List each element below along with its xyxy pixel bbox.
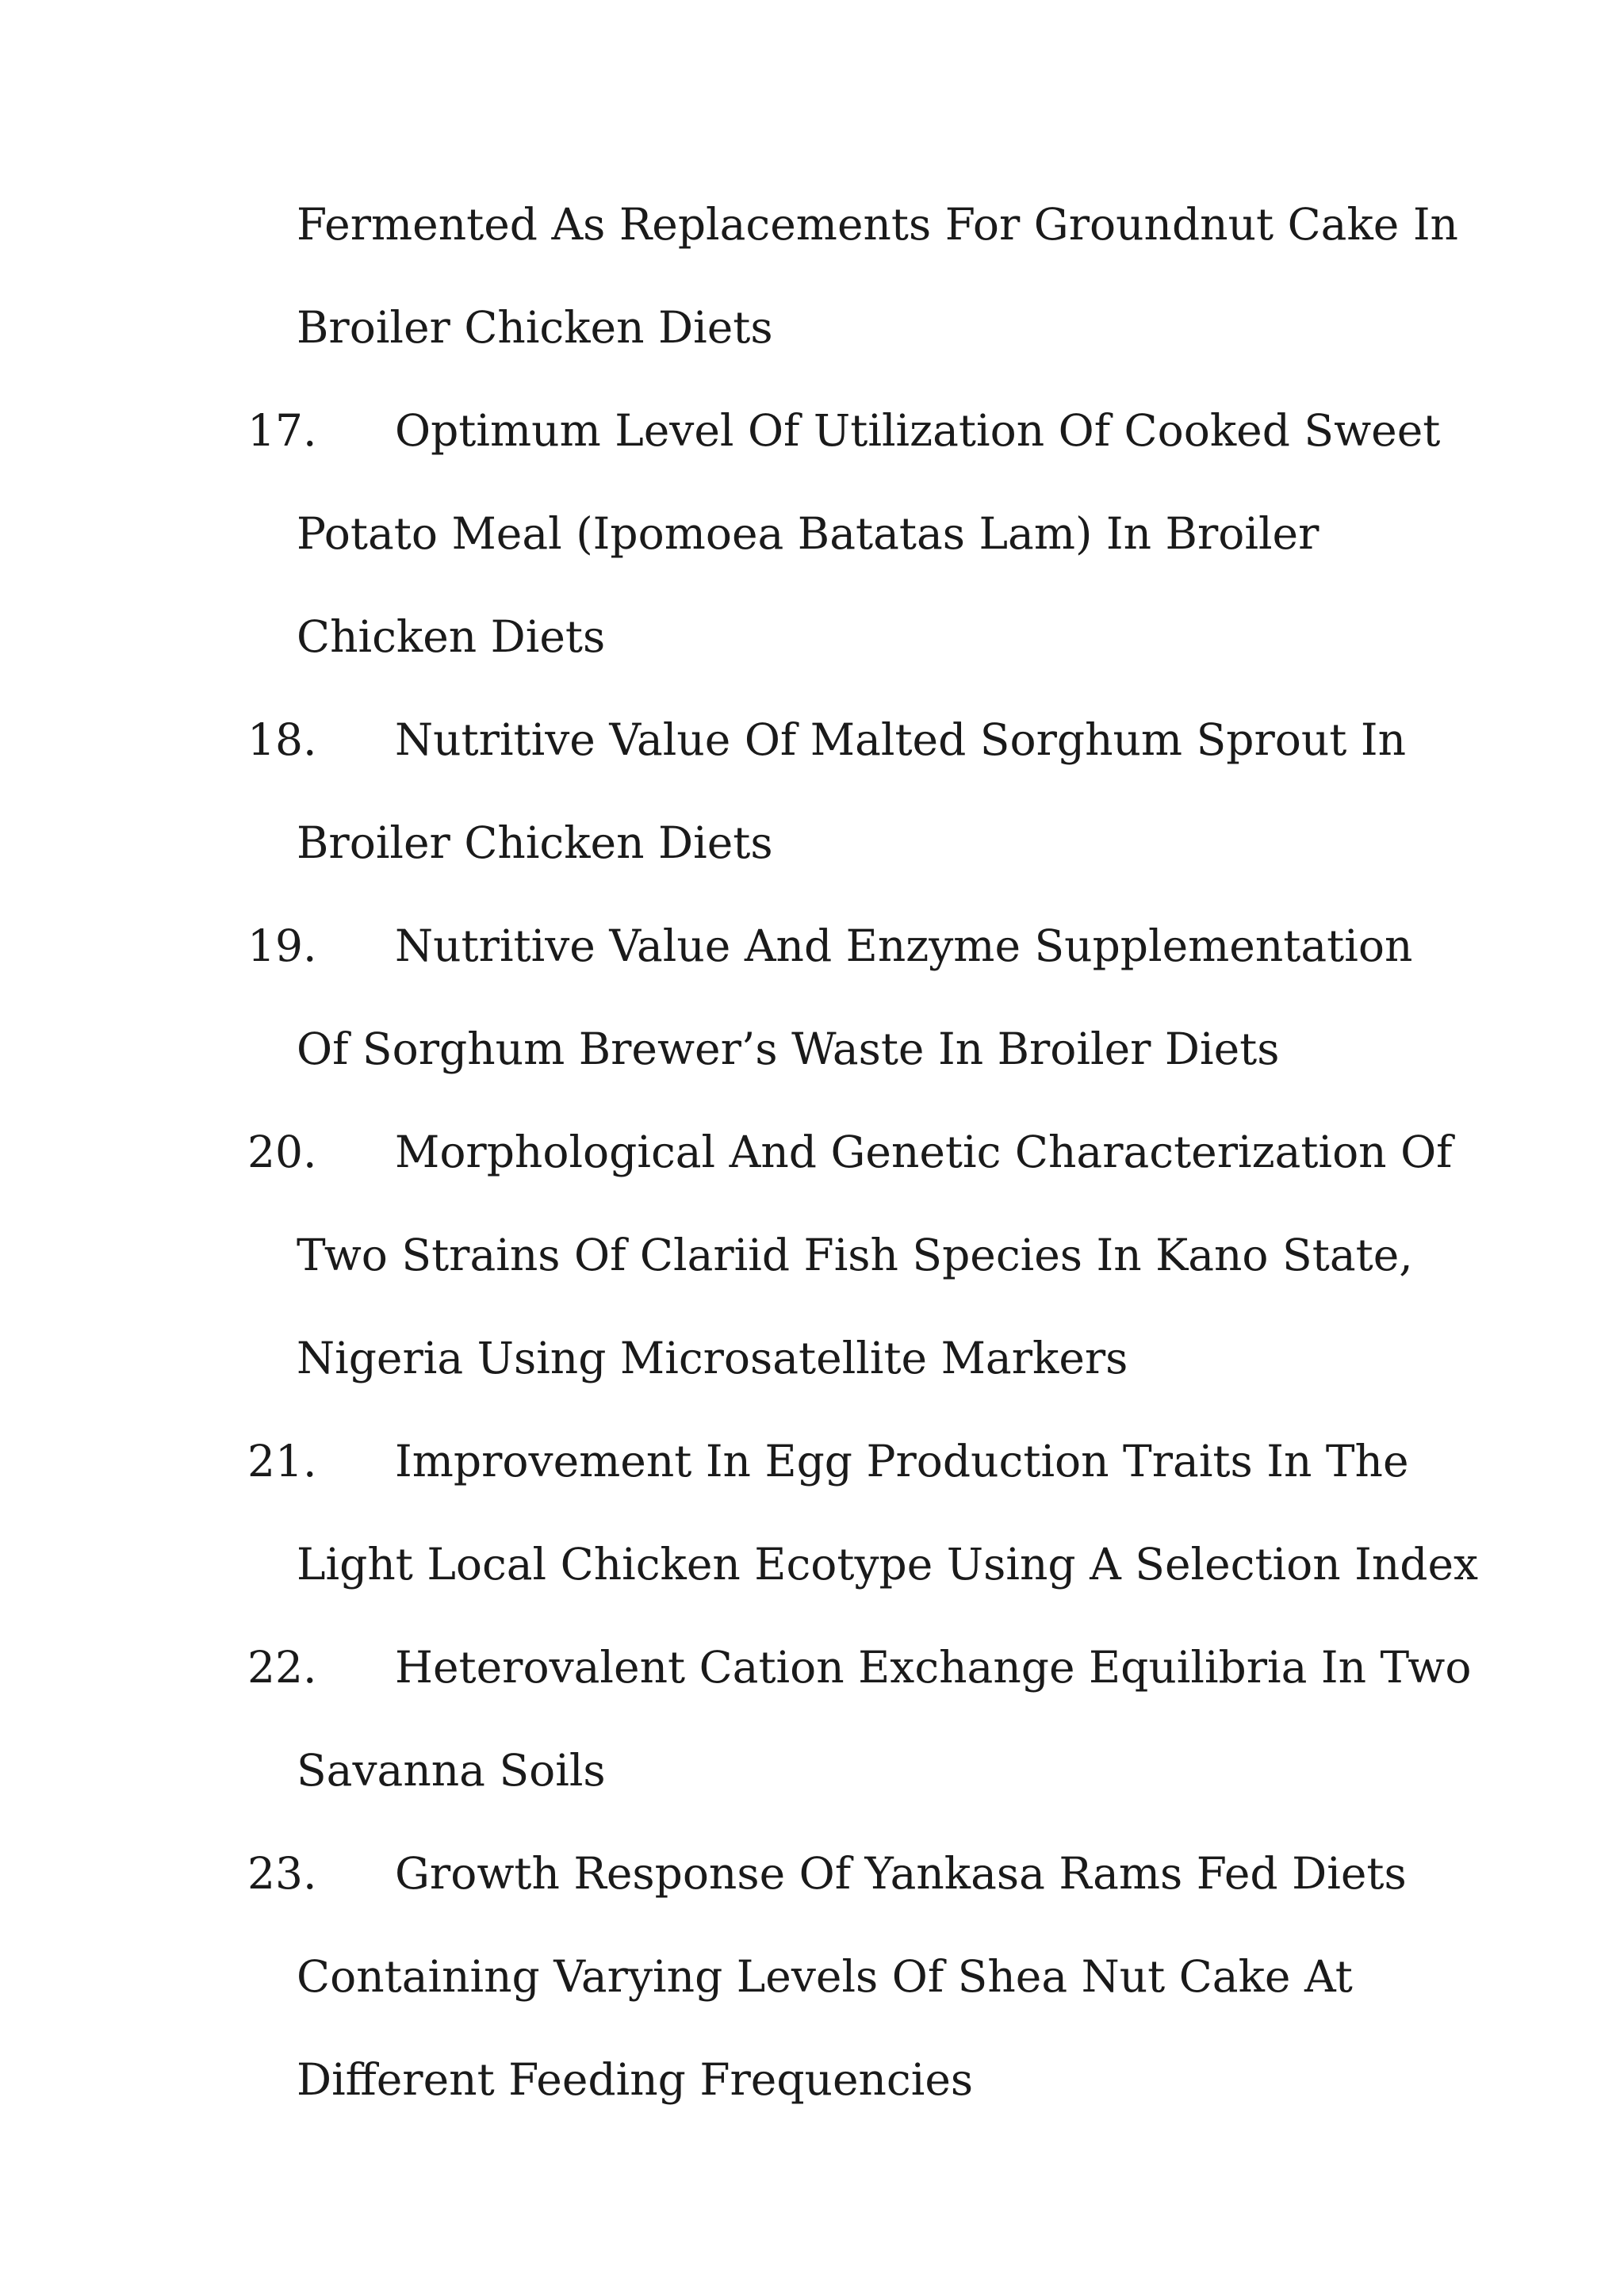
entry-text: Nigeria Using Microsatellite Markers [297,1333,1128,1383]
entry-text: Different Feeding Frequencies [297,2054,974,2105]
entry-number: 17. [247,405,317,456]
entry-number: 21. [247,1436,317,1487]
entry-text: Broiler Chicken Diets [297,302,773,353]
entry-text: Broiler Chicken Diets [297,817,773,868]
entry-text: Optimum Level Of Utilization Of Cooked Sweet [395,405,1441,456]
entry-text: Growth Response Of Yankasa Rams Fed Diets [395,1848,1407,1899]
entry-text: Fermented As Replacements For Groundnut Cake In [297,199,1458,250]
entry-text: Morphological And Genetic Characterization Of [395,1127,1453,1177]
entry-text: Chicken Diets [297,611,606,662]
entry-text: Potato Meal (Ipomoea Batatas Lam) In Broiler [297,508,1320,559]
entry-text: Nutritive Value Of Malted Sorghum Sprout In [395,714,1407,765]
entry-text: Improvement In Egg Production Traits In The [395,1436,1409,1487]
entry-text: Containing Varying Levels Of Shea Nut Cake At [297,1951,1353,2002]
entry-text: Nutritive Value And Enzyme Supplementation [395,920,1413,971]
entry-text: Heterovalent Cation Exchange Equilibria In Two [395,1642,1472,1693]
entry-number: 19. [247,920,317,971]
entry-number: 18. [247,714,317,765]
entry-text: Savanna Soils [297,1745,606,1796]
entry-text: Of Sorghum Brewer’s Waste In Broiler Diets [297,1024,1280,1074]
entry-number: 23. [247,1848,317,1899]
entry-number: 22. [247,1642,317,1693]
entry-number: 20. [247,1127,317,1177]
entry-text: Two Strains Of Clariid Fish Species In Kano State, [297,1230,1413,1280]
entry-text: Light Local Chicken Ecotype Using A Selection Index [297,1539,1479,1590]
